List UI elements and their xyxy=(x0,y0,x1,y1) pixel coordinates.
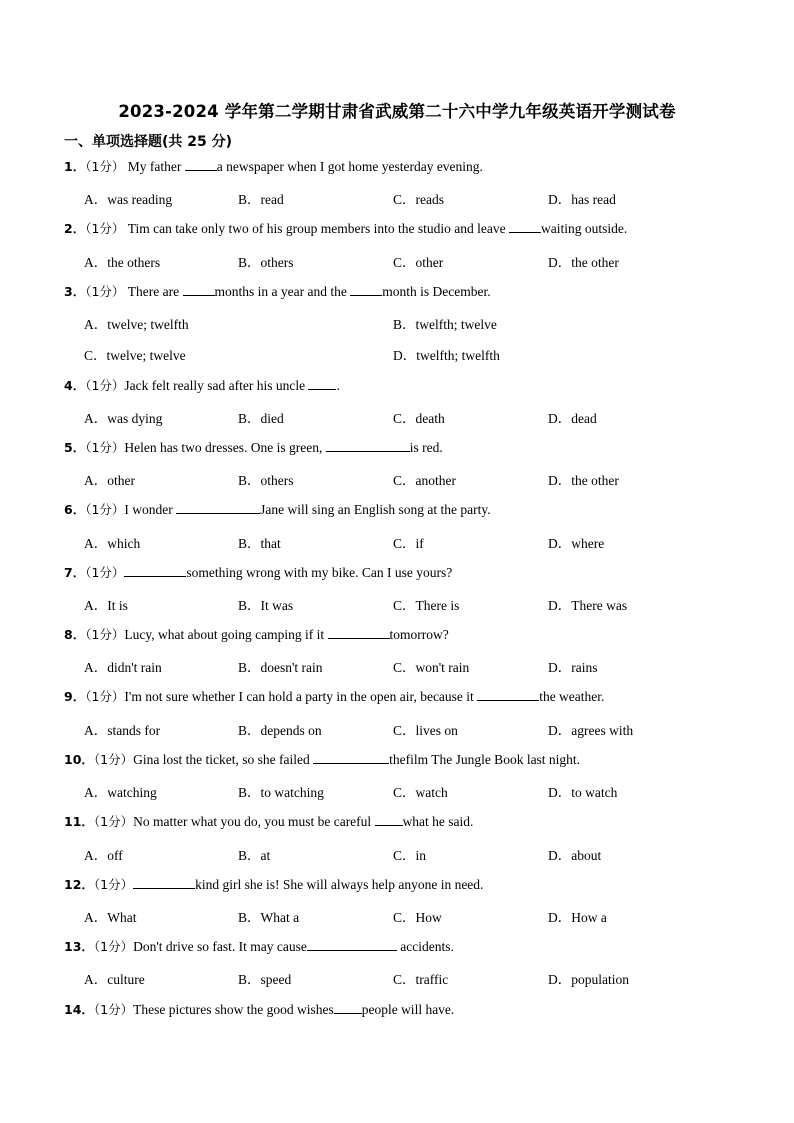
option-c[interactable]: C．How xyxy=(393,910,442,925)
question-14 xyxy=(64,1000,454,1018)
question-10 xyxy=(64,750,580,768)
question-text-end: Jane will sing an English song at the party. xyxy=(260,502,491,517)
question-text-end: what he said. xyxy=(402,814,474,829)
option-c[interactable]: C．reads xyxy=(393,192,444,207)
option-c[interactable]: C．won't rain xyxy=(393,660,470,675)
option-c[interactable]: C．twelve; twelve xyxy=(84,348,186,363)
question-text-end: a newspaper when I got home yesterday evening. xyxy=(216,159,483,174)
option-c[interactable]: C．another xyxy=(393,473,456,488)
question-5 xyxy=(64,438,443,456)
question-score: （1分） xyxy=(85,627,125,642)
question-text: There are xyxy=(124,284,183,299)
question-text: Helen has two dresses. One is green, xyxy=(124,440,326,455)
option-a[interactable]: A．the others xyxy=(84,255,161,270)
option-a[interactable]: A．culture xyxy=(84,972,145,987)
option-c[interactable]: C．lives on xyxy=(393,723,458,738)
question-12 xyxy=(64,875,483,893)
option-d[interactable]: D．the other xyxy=(548,255,619,270)
question-text: I'm not sure whether I can hold a party in the open air, because it xyxy=(124,689,478,704)
answer-blank xyxy=(124,564,186,577)
question-score: （1分） xyxy=(85,689,125,704)
question-text-end: something wrong with my bike. Can I use yours? xyxy=(186,565,453,580)
option-d[interactable]: D．rains xyxy=(548,660,598,675)
option-b[interactable]: B．read xyxy=(238,192,284,207)
option-b[interactable]: B．others xyxy=(238,473,294,488)
option-b[interactable]: B．speed xyxy=(238,972,292,987)
question-1 xyxy=(64,157,483,175)
option-b[interactable]: B．depends on xyxy=(238,723,322,738)
option-a[interactable]: A．which xyxy=(84,536,141,551)
question-text-end: is red. xyxy=(409,440,443,455)
option-b[interactable]: B．to watching xyxy=(238,785,324,800)
question-text-end: kind girl she is! She will always help anyone in need. xyxy=(195,877,484,892)
option-d[interactable]: D．has read xyxy=(548,192,616,207)
question-number: 10． xyxy=(64,752,94,767)
option-b[interactable]: B．It was xyxy=(238,598,294,613)
question-number: 8． xyxy=(64,627,86,642)
answer-blank xyxy=(313,751,389,764)
question-score: （1分） xyxy=(93,814,134,829)
option-a[interactable]: A．was reading xyxy=(84,192,173,207)
answer-blank xyxy=(183,283,215,296)
question-11 xyxy=(64,812,473,830)
question-score: （1分） xyxy=(85,565,125,580)
question-number: 5． xyxy=(64,440,86,455)
question-number: 1． xyxy=(64,159,86,174)
option-c[interactable]: C．watch xyxy=(393,785,448,800)
option-a[interactable]: A．off xyxy=(84,848,123,863)
question-score: （1分） xyxy=(93,1002,134,1017)
option-c[interactable]: C．if xyxy=(393,536,424,551)
option-a[interactable]: A．It is xyxy=(84,598,128,613)
question-number: 4． xyxy=(64,378,86,393)
option-b[interactable]: B．at xyxy=(238,848,271,863)
question-text: I wonder xyxy=(124,502,177,517)
question-number: 6． xyxy=(64,502,86,517)
section-heading: 一、单项选择题(共 25 分) xyxy=(64,134,233,150)
answer-blank xyxy=(307,938,397,951)
option-d[interactable]: D．How a xyxy=(548,910,607,925)
answer-blank xyxy=(477,688,539,701)
option-b[interactable]: B．doesn't rain xyxy=(238,660,323,675)
option-d[interactable]: D．population xyxy=(548,972,629,987)
answer-blank xyxy=(185,158,217,171)
question-9 xyxy=(64,687,604,705)
question-score: （1分） xyxy=(93,877,134,892)
question-text-end: month is December. xyxy=(382,284,491,299)
question-text: Jack felt really sad after his uncle xyxy=(124,378,309,393)
answer-blank xyxy=(509,220,541,233)
option-c[interactable]: C．death xyxy=(393,411,445,426)
question-text-end: people will have. xyxy=(361,1002,455,1017)
question-6 xyxy=(64,500,491,518)
option-b[interactable]: B．twelfth; twelve xyxy=(393,317,497,332)
option-d[interactable]: D．about xyxy=(548,848,602,863)
answer-blank xyxy=(350,283,382,296)
question-number: 13． xyxy=(64,939,94,954)
question-4 xyxy=(64,376,340,394)
question-text: Tim can take only two of his group members into the studio and leave xyxy=(124,221,509,236)
question-text: These pictures show the good wishes xyxy=(133,1002,334,1017)
option-c[interactable]: C．other xyxy=(393,255,444,270)
answer-blank xyxy=(334,1001,362,1014)
question-score: （1分） xyxy=(85,159,125,174)
option-b[interactable]: B．others xyxy=(238,255,294,270)
option-d[interactable]: D．twelfth; twelfth xyxy=(393,348,500,363)
option-c[interactable]: C．There is xyxy=(393,598,460,613)
question-text-end: thefilm The Jungle Book last night. xyxy=(389,752,581,767)
question-text-end: waiting outside. xyxy=(540,221,628,236)
option-a[interactable]: A．didn't rain xyxy=(84,660,162,675)
question-8 xyxy=(64,625,449,643)
question-text-end: tomorrow? xyxy=(389,627,449,642)
option-a[interactable]: A．other xyxy=(84,473,135,488)
question-score: （1分） xyxy=(85,284,125,299)
option-c[interactable]: C．in xyxy=(393,848,427,863)
option-a[interactable]: A．What xyxy=(84,910,137,925)
question-number: 3． xyxy=(64,284,86,299)
question-text-mid: months in a year and the xyxy=(214,284,351,299)
question-score: （1分） xyxy=(93,939,134,954)
question-number: 9． xyxy=(64,689,86,704)
question-text-end: accidents. xyxy=(396,939,454,954)
option-b[interactable]: B．What a xyxy=(238,910,300,925)
question-score: （1分） xyxy=(85,378,125,393)
question-number: 11． xyxy=(64,814,94,829)
answer-blank xyxy=(176,501,260,514)
option-b[interactable]: B．died xyxy=(238,411,284,426)
question-text: Lucy, what about going camping if it xyxy=(124,627,328,642)
option-d[interactable]: D．There was xyxy=(548,598,628,613)
option-d[interactable]: D．to watch xyxy=(548,785,618,800)
answer-blank xyxy=(308,377,336,390)
answer-blank xyxy=(375,813,403,826)
answer-blank xyxy=(326,439,410,452)
exam-title: 2023-2024 学年第二学期甘肃省武威第二十六中学九年级英语开学测试卷 xyxy=(118,102,676,121)
question-score: （1分） xyxy=(93,752,134,767)
question-13 xyxy=(64,937,454,955)
question-number: 12． xyxy=(64,877,94,892)
question-text-end: the weather. xyxy=(539,689,605,704)
question-number: 2． xyxy=(64,221,86,236)
answer-blank xyxy=(133,876,195,889)
option-a[interactable]: A．watching xyxy=(84,785,157,800)
question-number: 7． xyxy=(64,565,86,580)
question-text: My father xyxy=(124,159,185,174)
option-d[interactable]: D．the other xyxy=(548,473,619,488)
option-b[interactable]: B．that xyxy=(238,536,281,551)
question-text: Don't drive so fast. It may cause xyxy=(133,939,307,954)
option-d[interactable]: D．agrees with xyxy=(548,723,634,738)
option-a[interactable]: A．stands for xyxy=(84,723,161,738)
answer-blank xyxy=(328,626,390,639)
question-7 xyxy=(64,563,452,581)
option-a[interactable]: A．was dying xyxy=(84,411,163,426)
question-score: （1分） xyxy=(85,221,125,236)
question-number: 14． xyxy=(64,1002,94,1017)
question-score: （1分） xyxy=(85,440,125,455)
option-a[interactable]: A．twelve; twelfth xyxy=(84,317,189,332)
question-score: （1分） xyxy=(85,502,125,517)
question-2 xyxy=(64,219,627,237)
option-d[interactable]: D．where xyxy=(548,536,605,551)
question-3 xyxy=(64,282,491,300)
question-text: No matter what you do, you must be careful xyxy=(133,814,375,829)
option-c[interactable]: C．traffic xyxy=(393,972,449,987)
question-text-end: . xyxy=(336,378,340,393)
option-d[interactable]: D．dead xyxy=(548,411,597,426)
question-text: Gina lost the ticket, so she failed xyxy=(133,752,314,767)
